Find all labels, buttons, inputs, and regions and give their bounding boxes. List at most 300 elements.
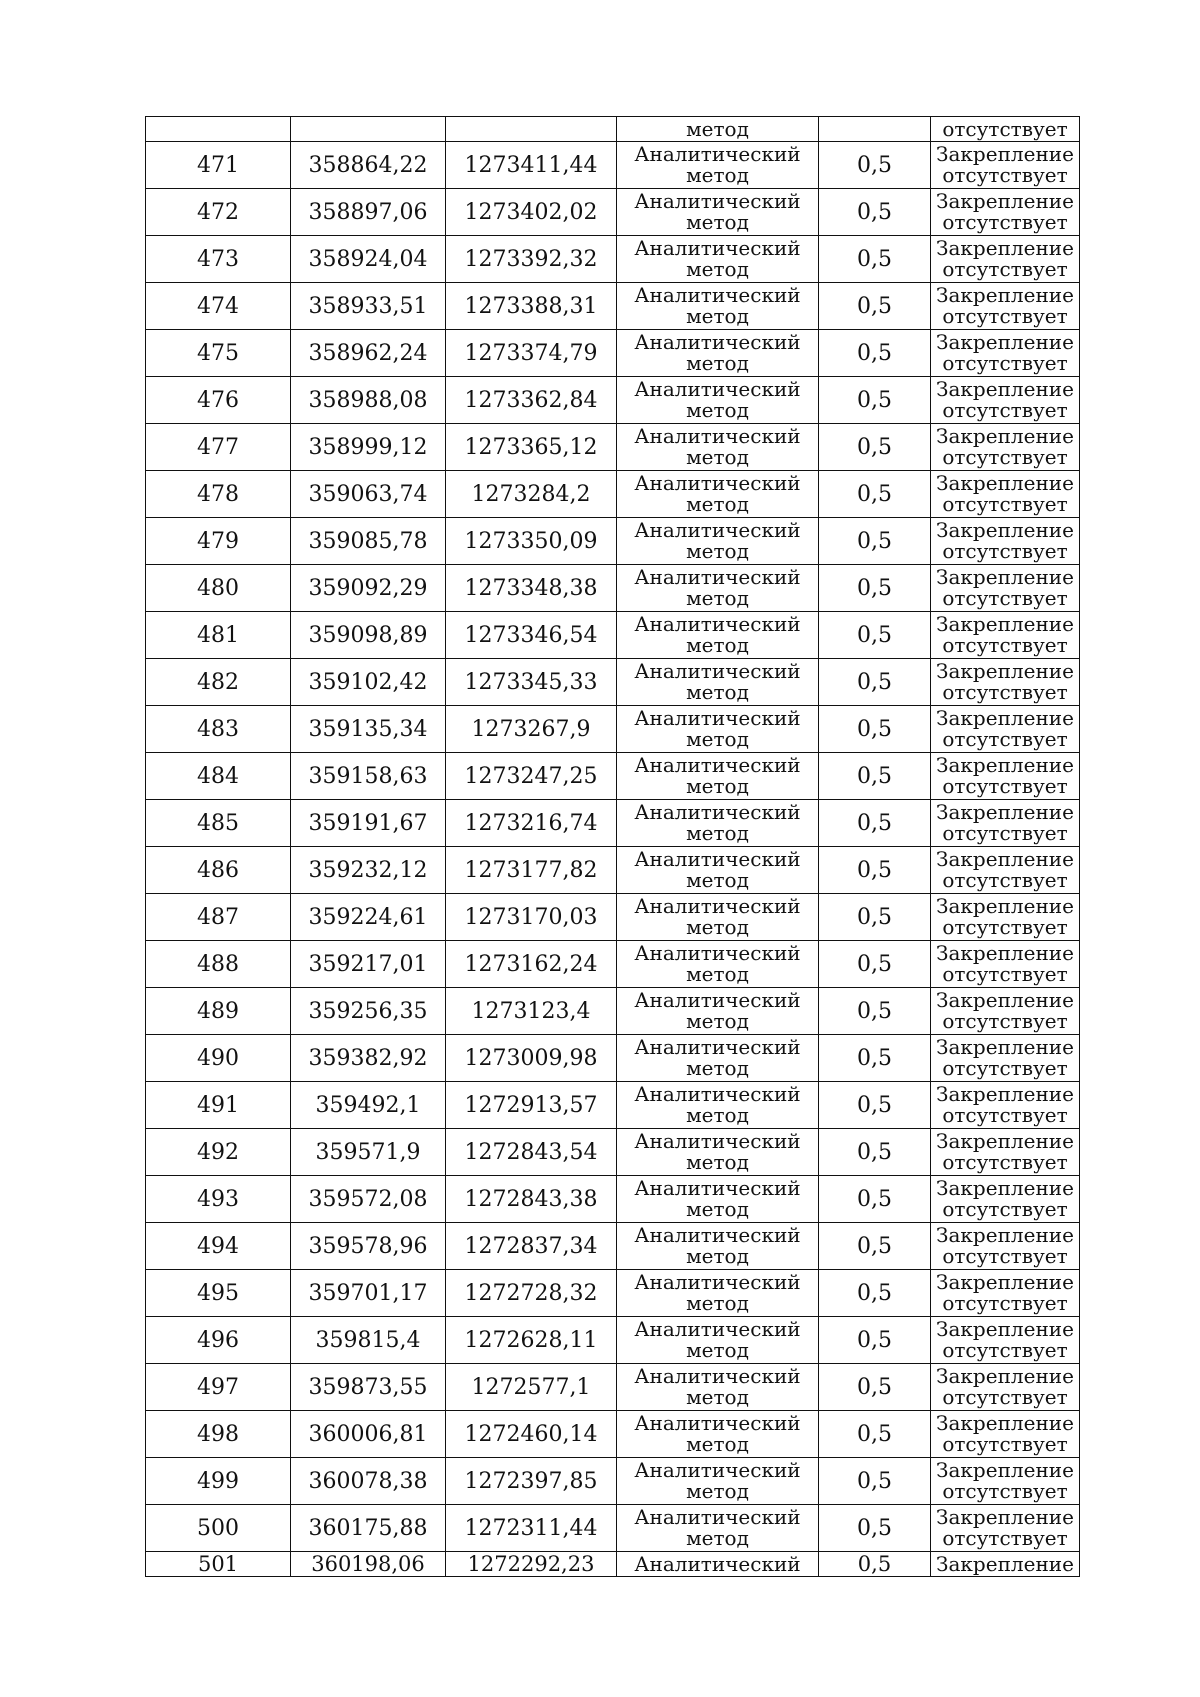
cell-y: 1273350,09 [446, 518, 617, 565]
cell-x: 359572,08 [291, 1176, 446, 1223]
cell-number: 483 [146, 706, 291, 753]
cell-x: 358962,24 [291, 330, 446, 377]
fixing-line-1: Закрепление [936, 941, 1074, 965]
cell-y: 1273345,33 [446, 659, 617, 706]
table-row [146, 894, 1080, 941]
cell-fixing [931, 1082, 1080, 1129]
fixing-line-1: Закрепление [936, 565, 1074, 589]
cell-x: 359701,17 [291, 1270, 446, 1317]
fixing-line-2: отсутствует [942, 351, 1068, 375]
cell-y: 1272292,23 [446, 1552, 617, 1577]
fixing-line-1: Закрепление [936, 800, 1074, 824]
method-line-2: метод [686, 680, 749, 704]
fixing-line-1: Закрепление [936, 1411, 1074, 1435]
method-line-1: Аналитический [634, 1364, 801, 1388]
table-row [146, 847, 1080, 894]
cell-number: 480 [146, 565, 291, 612]
cell-number: 496 [146, 1317, 291, 1364]
fixing-line-1: Закрепление [936, 894, 1074, 918]
cell-fixing [931, 283, 1080, 330]
fixing-line-2: отсутствует [942, 633, 1068, 657]
cell-error: 0,5 [819, 330, 931, 377]
cell-method [617, 1505, 819, 1552]
cell-method [617, 941, 819, 988]
cell-y: 1273162,24 [446, 941, 617, 988]
fixing-line-1: Закрепление [936, 612, 1074, 636]
cell-fixing [931, 565, 1080, 612]
cell-x: 359873,55 [291, 1364, 446, 1411]
cell-x: 359578,96 [291, 1223, 446, 1270]
table-row [146, 330, 1080, 377]
fixing-line-2: отсутствует [942, 492, 1068, 516]
cell-fixing [931, 518, 1080, 565]
method-line-2: метод [686, 1244, 749, 1268]
cell-error: 0,5 [819, 377, 931, 424]
cell-y: 1273411,44 [446, 142, 617, 189]
cell-y: 1273009,98 [446, 1035, 617, 1082]
cell-number: 482 [146, 659, 291, 706]
cell-method [617, 1317, 819, 1364]
fixing-line-2: отсутствует [942, 774, 1068, 798]
cell-fixing [931, 894, 1080, 941]
cell-number: 490 [146, 1035, 291, 1082]
method-line-2: метод [686, 445, 749, 469]
table-row [146, 1505, 1080, 1552]
cell-error: 0,5 [819, 1317, 931, 1364]
cell-method [617, 377, 819, 424]
fixing-line-2: отсутствует [942, 680, 1068, 704]
cell-fixing [931, 1223, 1080, 1270]
cell-x: 359158,63 [291, 753, 446, 800]
cell-error: 0,5 [819, 1129, 931, 1176]
cell-error: 0,5 [819, 471, 931, 518]
cell-number: 489 [146, 988, 291, 1035]
cell-x: 360198,06 [291, 1552, 446, 1577]
cell-error: 0,5 [819, 941, 931, 988]
cell-error: 0,5 [819, 1364, 931, 1411]
cell-method: метод [617, 117, 819, 142]
table-row [146, 659, 1080, 706]
fixing-line-1: Закрепление [936, 471, 1074, 495]
method-line-2: метод [686, 257, 749, 281]
cell-y: 1272913,57 [446, 1082, 617, 1129]
cell-y: 1273362,84 [446, 377, 617, 424]
cell-error: 0,5 [819, 1458, 931, 1505]
cell-number: 495 [146, 1270, 291, 1317]
fixing-line-2: отсутствует [942, 915, 1068, 939]
cell-method [617, 1270, 819, 1317]
cell-error: 0,5 [819, 1082, 931, 1129]
cell-fixing [931, 1035, 1080, 1082]
cell-number: 473 [146, 236, 291, 283]
method-line-2: метод [686, 1103, 749, 1127]
table-row [146, 1364, 1080, 1411]
cell-number: 481 [146, 612, 291, 659]
cell-method [617, 330, 819, 377]
cell-error: 0,5 [819, 1505, 931, 1552]
cell-x: 358897,06 [291, 189, 446, 236]
method-line-2: метод [686, 351, 749, 375]
cell-x: 360175,88 [291, 1505, 446, 1552]
table-row-continued [146, 117, 1080, 142]
cell-number: 492 [146, 1129, 291, 1176]
cell-error: 0,5 [819, 612, 931, 659]
cell-method [617, 847, 819, 894]
method-line-1: Аналитический [634, 1176, 801, 1200]
cell-x: 358924,04 [291, 236, 446, 283]
fixing-line-1: Закрепление [936, 1364, 1074, 1388]
cell-method [617, 706, 819, 753]
cell-x: 359085,78 [291, 518, 446, 565]
method-line-2: метод [686, 915, 749, 939]
cell-error: 0,5 [819, 518, 931, 565]
cell-y: 1272728,32 [446, 1270, 617, 1317]
cell-method [617, 1176, 819, 1223]
fixing-line-1: Закрепление [936, 518, 1074, 542]
table-row [146, 471, 1080, 518]
fixing-line-2: отсутствует [942, 398, 1068, 422]
cell-y: 1273348,38 [446, 565, 617, 612]
cell-y: 1272837,34 [446, 1223, 617, 1270]
cell-x: 359217,01 [291, 941, 446, 988]
cell-error: 0,5 [819, 1035, 931, 1082]
method-line-1: Аналитический [634, 706, 801, 730]
method-line-1: Аналитический [634, 612, 801, 636]
cell-error: 0,5 [819, 894, 931, 941]
cell-fixing [931, 988, 1080, 1035]
fixing-line-1: Закрепление [936, 236, 1074, 260]
cell-x: 359224,61 [291, 894, 446, 941]
cell-fixing [931, 1411, 1080, 1458]
cell-y: 1273388,31 [446, 283, 617, 330]
cell-x: 359382,92 [291, 1035, 446, 1082]
cell-method [617, 988, 819, 1035]
fixing-line-1: Закрепление [936, 1458, 1074, 1482]
table-row [146, 1176, 1080, 1223]
cell-y: 1273123,4 [446, 988, 617, 1035]
cell-error: 0,5 [819, 659, 931, 706]
cell-y: 1272843,38 [446, 1176, 617, 1223]
cell-number: 488 [146, 941, 291, 988]
cell-error: 0,5 [819, 1176, 931, 1223]
cell-x: 359571,9 [291, 1129, 446, 1176]
cell-y: 1273170,03 [446, 894, 617, 941]
table-row [146, 236, 1080, 283]
cell-number: 475 [146, 330, 291, 377]
cell-error: 0,5 [819, 800, 931, 847]
fixing-line-2: отсутствует [942, 727, 1068, 751]
cell-number: 500 [146, 1505, 291, 1552]
cell-x: 359256,35 [291, 988, 446, 1035]
cell-y: 1273346,54 [446, 612, 617, 659]
method-line-1: Аналитический [634, 1505, 801, 1529]
cell-number: 478 [146, 471, 291, 518]
fixing-line-1: Закрепление [936, 847, 1074, 871]
fixing-line-1: Закрепление [936, 189, 1074, 213]
method-line-2: метод [686, 1056, 749, 1080]
method-line-2: метод [686, 304, 749, 328]
cell-fixing [931, 236, 1080, 283]
fixing-line-1: Закрепление [936, 1035, 1074, 1059]
fixing-line-2: отсутствует [942, 586, 1068, 610]
cell-number: 484 [146, 753, 291, 800]
cell-number: 498 [146, 1411, 291, 1458]
cell-error: 0,5 [819, 988, 931, 1035]
method-line-1: Аналитический [634, 518, 801, 542]
method-line-2: метод [686, 163, 749, 187]
method-line-1: Аналитический [634, 330, 801, 354]
method-line-2: метод [686, 1338, 749, 1362]
cell-fixing [931, 1129, 1080, 1176]
cell-fixing [931, 659, 1080, 706]
table-row [146, 142, 1080, 189]
cell-fixing [931, 142, 1080, 189]
cell-fixing [931, 1317, 1080, 1364]
cell-error: 0,5 [819, 706, 931, 753]
fixing-line-2: отсутствует [942, 868, 1068, 892]
fixing-line-2: отсутствует [942, 1197, 1068, 1221]
table-row [146, 1129, 1080, 1176]
cell-x: 359063,74 [291, 471, 446, 518]
cell-method [617, 800, 819, 847]
method-line-1: Аналитический [634, 800, 801, 824]
cell-number: 487 [146, 894, 291, 941]
method-line-1: Аналитический [634, 1317, 801, 1341]
coordinates-table [145, 116, 1080, 1577]
cell-method [617, 189, 819, 236]
cell-x: 359492,1 [291, 1082, 446, 1129]
fixing-line-1: Закрепление [936, 1317, 1074, 1341]
method-line-2: метод [686, 1479, 749, 1503]
table-row [146, 377, 1080, 424]
cell-y: 1273374,79 [446, 330, 617, 377]
cell-method [617, 612, 819, 659]
fixing-line-2: отсутствует [942, 1526, 1068, 1550]
cell-fixing: отсутствует [931, 117, 1080, 142]
fixing-line-2: отсутствует [942, 210, 1068, 234]
method-line-2: метод [686, 398, 749, 422]
method-line-1: Аналитический [634, 1223, 801, 1247]
method-line-2: метод [686, 1197, 749, 1221]
method-line-1: Аналитический [634, 471, 801, 495]
method-line-2: метод [686, 1432, 749, 1456]
cell-method [617, 753, 819, 800]
fixing-line-1: Закрепление [936, 142, 1074, 166]
method-line-1: Аналитический [634, 847, 801, 871]
method-line-2: метод [686, 1526, 749, 1550]
table-row [146, 706, 1080, 753]
cell-x: 358864,22 [291, 142, 446, 189]
cell-fixing [931, 847, 1080, 894]
cell-method [617, 424, 819, 471]
cell-fixing: Закрепление [931, 1552, 1080, 1577]
cell-error: 0,5 [819, 1552, 931, 1577]
cell-number: 491 [146, 1082, 291, 1129]
cell-number: 479 [146, 518, 291, 565]
fixing-line-1: Закрепление [936, 1505, 1074, 1529]
cell-y: 1273177,82 [446, 847, 617, 894]
method-line-1: Аналитический [634, 283, 801, 307]
cell-number: 494 [146, 1223, 291, 1270]
table-row [146, 189, 1080, 236]
fixing-line-1: Закрепление [936, 424, 1074, 448]
cell-number: 493 [146, 1176, 291, 1223]
cell-error: 0,5 [819, 1270, 931, 1317]
cell-y: 1273365,12 [446, 424, 617, 471]
fixing-line-2: отсутствует [942, 1432, 1068, 1456]
cell-error: 0,5 [819, 189, 931, 236]
cell-number: 501 [146, 1552, 291, 1577]
method-line-2: метод [686, 1009, 749, 1033]
fixing-line-2: отсутствует [942, 821, 1068, 845]
table-row [146, 1270, 1080, 1317]
cell-x: 358988,08 [291, 377, 446, 424]
table-row [146, 1317, 1080, 1364]
cell-fixing [931, 377, 1080, 424]
method-line-2: метод [686, 1385, 749, 1409]
cell-method [617, 283, 819, 330]
fixing-line-1: Закрепление [936, 1223, 1074, 1247]
cell-x: 358999,12 [291, 424, 446, 471]
cell-method [617, 1458, 819, 1505]
cell-number: 472 [146, 189, 291, 236]
cell-number: 497 [146, 1364, 291, 1411]
cell-x [291, 117, 446, 142]
cell-x: 358933,51 [291, 283, 446, 330]
cell-x: 359815,4 [291, 1317, 446, 1364]
cell-x: 359098,89 [291, 612, 446, 659]
method-line-1: Аналитический [634, 377, 801, 401]
table-row [146, 1223, 1080, 1270]
cell-method [617, 565, 819, 612]
cell-x: 359135,34 [291, 706, 446, 753]
cell-y: 1272460,14 [446, 1411, 617, 1458]
cell-error: 0,5 [819, 1223, 931, 1270]
cell-number [146, 117, 291, 142]
method-line-2: метод [686, 868, 749, 892]
cell-y: 1273267,9 [446, 706, 617, 753]
cell-method [617, 236, 819, 283]
fixing-line-1: Закрепление [936, 283, 1074, 307]
table-row [146, 1082, 1080, 1129]
method-line-1: Аналитический [634, 894, 801, 918]
method-line-1: Аналитический [634, 988, 801, 1012]
cell-number: 477 [146, 424, 291, 471]
cell-y: 1273392,32 [446, 236, 617, 283]
cell-fixing [931, 706, 1080, 753]
method-line-1: Аналитический [634, 1270, 801, 1294]
fixing-line-2: отсутствует [942, 962, 1068, 986]
cell-method [617, 1364, 819, 1411]
cell-method [617, 1223, 819, 1270]
cell-x: 359191,67 [291, 800, 446, 847]
method-line-1: Аналитический [634, 565, 801, 589]
cell-y: 1273284,2 [446, 471, 617, 518]
cell-fixing [931, 424, 1080, 471]
cell-y: 1273402,02 [446, 189, 617, 236]
fixing-line-1: Закрепление [936, 706, 1074, 730]
cell-fixing [931, 189, 1080, 236]
fixing-line-2: отсутствует [942, 163, 1068, 187]
method-line-2: метод [686, 821, 749, 845]
method-line-2: метод [686, 1150, 749, 1174]
method-line-2: метод [686, 774, 749, 798]
fixing-line-2: отсутствует [942, 1103, 1068, 1127]
method-line-2: метод [686, 633, 749, 657]
cell-method [617, 894, 819, 941]
table-row-partial [146, 1552, 1080, 1577]
cell-x: 359232,12 [291, 847, 446, 894]
cell-method [617, 1082, 819, 1129]
cell-fixing [931, 800, 1080, 847]
table-row [146, 565, 1080, 612]
cell-y [446, 117, 617, 142]
cell-x: 359102,42 [291, 659, 446, 706]
cell-fixing [931, 1364, 1080, 1411]
fixing-line-2: отсутствует [942, 257, 1068, 281]
cell-error: 0,5 [819, 142, 931, 189]
cell-error: 0,5 [819, 236, 931, 283]
fixing-line-2: отсутствует [942, 304, 1068, 328]
cell-method [617, 1411, 819, 1458]
cell-y: 1272397,85 [446, 1458, 617, 1505]
method-line-2: метод [686, 586, 749, 610]
fixing-line-2: отсутствует [942, 539, 1068, 563]
cell-y: 1272577,1 [446, 1364, 617, 1411]
cell-fixing [931, 330, 1080, 377]
method-line-2: метод [686, 492, 749, 516]
cell-number: 499 [146, 1458, 291, 1505]
method-line-1: Аналитический [634, 753, 801, 777]
cell-y: 1272628,11 [446, 1317, 617, 1364]
table-body [146, 117, 1080, 1577]
method-line-1: Аналитический [634, 941, 801, 965]
cell-number: 486 [146, 847, 291, 894]
table-row [146, 283, 1080, 330]
fixing-line-1: Закрепление [936, 988, 1074, 1012]
cell-y: 1273247,25 [446, 753, 617, 800]
cell-method [617, 142, 819, 189]
fixing-line-1: Закрепление [936, 1176, 1074, 1200]
cell-method [617, 471, 819, 518]
cell-number: 476 [146, 377, 291, 424]
cell-method [617, 518, 819, 565]
fixing-line-2: отсутствует [942, 1291, 1068, 1315]
cell-fixing [931, 1176, 1080, 1223]
cell-error: 0,5 [819, 424, 931, 471]
table-row [146, 424, 1080, 471]
method-line-2: метод [686, 210, 749, 234]
method-line-1: Аналитический [634, 1035, 801, 1059]
method-line-2: метод [686, 727, 749, 751]
fixing-line-1: Закрепление [936, 377, 1074, 401]
cell-error: 0,5 [819, 1411, 931, 1458]
method-line-1: Аналитический [634, 424, 801, 448]
fixing-line-2: отсутствует [942, 1338, 1068, 1362]
method-line-2: метод [686, 539, 749, 563]
fixing-line-1: Закрепление [936, 1270, 1074, 1294]
cell-method [617, 1035, 819, 1082]
fixing-line-2: отсутствует [942, 1244, 1068, 1268]
cell-error [819, 117, 931, 142]
method-line-1: Аналитический [634, 1082, 801, 1106]
table-row [146, 988, 1080, 1035]
cell-error: 0,5 [819, 847, 931, 894]
method-line-2: метод [686, 1291, 749, 1315]
cell-method: Аналитический [617, 1552, 819, 1577]
table-row [146, 800, 1080, 847]
fixing-line-2: отсутствует [942, 1479, 1068, 1503]
